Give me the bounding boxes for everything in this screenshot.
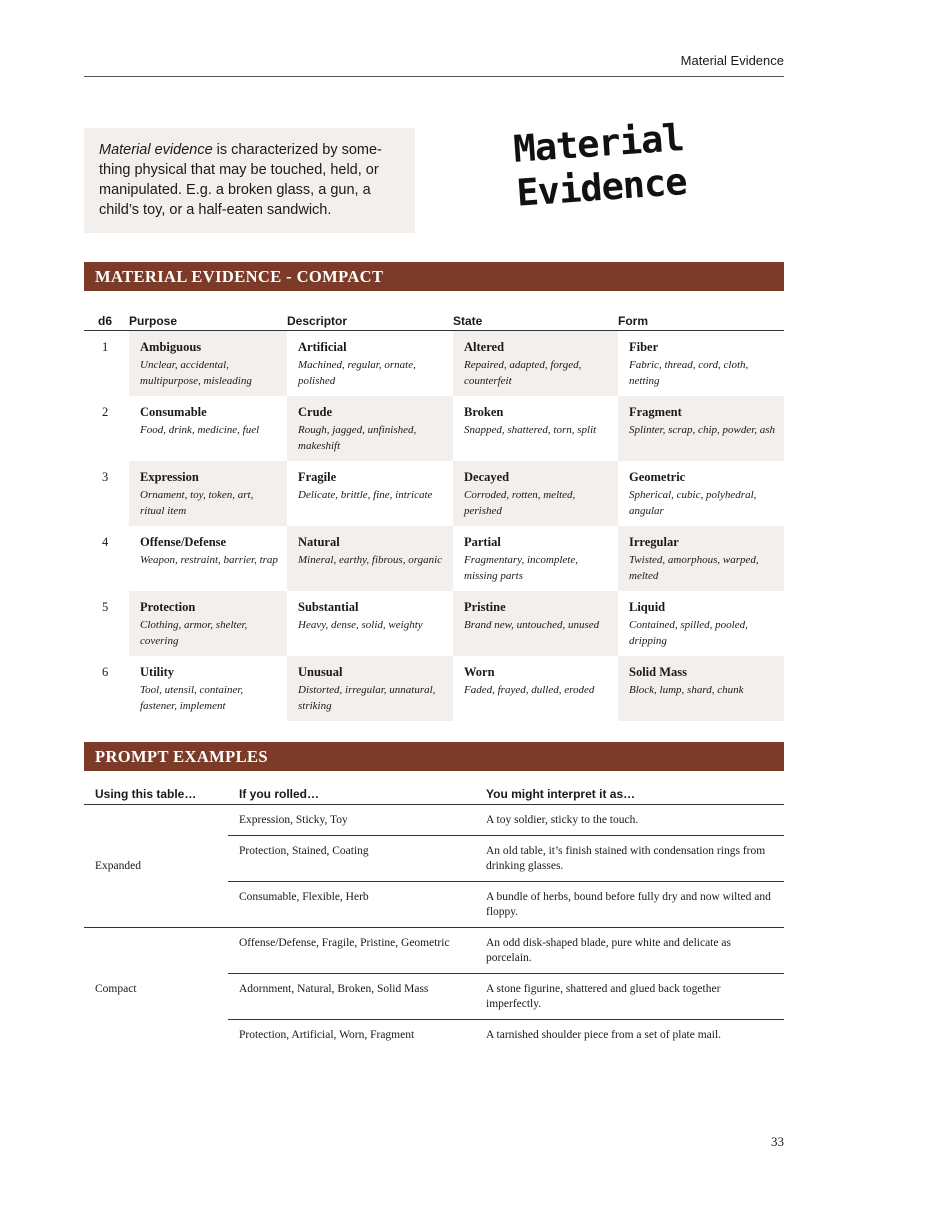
rolled-cell: Consumable, Flexible, Herb bbox=[228, 882, 475, 928]
cell-title: Geometric bbox=[629, 469, 686, 484]
cell-description: Distorted, irregular, unnatural, striking bbox=[298, 683, 436, 712]
cell-title: Substantial bbox=[298, 599, 359, 614]
interpretation-cell: A toy soldier, sticky to the touch. bbox=[475, 805, 784, 836]
table-cell bbox=[287, 656, 453, 721]
cell-description: Fabric, thread, cord, cloth, netting bbox=[629, 359, 749, 387]
cell-description: Faded, frayed, dulled, eroded bbox=[464, 683, 595, 696]
compact-section-heading: MATERIAL EVIDENCE - COMPACT bbox=[84, 262, 784, 291]
table-row bbox=[84, 656, 784, 721]
cell-title: Fragile bbox=[298, 469, 337, 484]
cell-description: Corroded, rotten, melted, perished bbox=[464, 488, 576, 517]
roll-number: 1 bbox=[102, 340, 109, 354]
group-label: Expanded bbox=[84, 805, 228, 928]
interpretation-cell: An odd disk-shaped blade, pure white and delicate as porcelain. bbox=[475, 928, 784, 974]
table-cell bbox=[618, 331, 784, 396]
prompt-examples-table bbox=[84, 786, 784, 1050]
cell-description: Snapped, shattered, torn, split bbox=[464, 423, 597, 436]
cell-description: Spherical, cubic, polyhedral, angular bbox=[629, 488, 757, 517]
table-cell bbox=[453, 331, 618, 396]
cell-description: Repaired, adapted, forged, counterfeit bbox=[464, 359, 582, 387]
intro-term: Material evidence bbox=[99, 142, 213, 158]
cell-description: Fragmentary, incomplete, missing parts bbox=[464, 553, 578, 582]
cell-title: Natural bbox=[298, 534, 340, 549]
table-cell bbox=[618, 396, 784, 461]
compact-table bbox=[84, 312, 784, 721]
running-head: Material Evidence bbox=[84, 52, 784, 77]
page-title-line1: Material bbox=[512, 116, 685, 171]
rolled-cell: Protection, Stained, Coating bbox=[228, 836, 475, 882]
cell-title: Irregular bbox=[629, 534, 679, 549]
column-header-rolled: If you rolled… bbox=[228, 786, 475, 805]
cell-title: Worn bbox=[464, 664, 495, 679]
cell-title: Expression bbox=[140, 469, 199, 484]
column-header-using: Using this table… bbox=[84, 786, 228, 805]
cell-title: Altered bbox=[464, 340, 505, 354]
table-cell bbox=[453, 526, 618, 591]
cell-description: Twisted, amorphous, warped, melted bbox=[629, 553, 759, 582]
table-cell bbox=[129, 591, 287, 656]
page-number: 33 bbox=[771, 1134, 784, 1149]
cell-title: Decayed bbox=[464, 469, 510, 484]
interpretation-cell: A tarnished shoulder piece from a set of plate mail. bbox=[486, 1029, 722, 1041]
table-cell bbox=[453, 656, 618, 721]
cell-description: Splinter, scrap, chip, powder, ash bbox=[629, 423, 776, 436]
cell-description: Unclear, accidental, multipurpose, misleading bbox=[140, 359, 252, 387]
table-cell bbox=[453, 591, 618, 656]
table-row bbox=[84, 331, 784, 396]
roll-number: 3 bbox=[102, 469, 109, 484]
table-row bbox=[84, 461, 784, 526]
table-cell bbox=[129, 526, 287, 591]
prompt-section-heading: PROMPT EXAMPLES bbox=[84, 742, 784, 771]
table-cell bbox=[618, 526, 784, 591]
cell-description: Brand new, untouched, unused bbox=[464, 618, 600, 631]
cell-title: Utility bbox=[140, 664, 175, 679]
table-row bbox=[84, 526, 784, 591]
cell-title: Pristine bbox=[464, 599, 506, 614]
table-row bbox=[84, 805, 784, 836]
cell-description: Heavy, dense, solid, weighty bbox=[298, 618, 423, 631]
cell-description: Tool, utensil, container, fastener, implement bbox=[140, 683, 244, 712]
table-cell bbox=[453, 461, 618, 526]
column-header-form: Form bbox=[618, 312, 784, 331]
table-cell bbox=[129, 461, 287, 526]
table-cell bbox=[287, 396, 453, 461]
cell-title: Offense/Defense bbox=[140, 534, 227, 549]
prompt-table-header bbox=[84, 786, 784, 805]
cell-title: Protection bbox=[140, 599, 196, 614]
column-header-d6: d6 bbox=[84, 312, 129, 331]
cell-description: Ornament, toy, token, art, ritual item bbox=[140, 488, 254, 517]
table-cell bbox=[618, 591, 784, 656]
cell-title: Broken bbox=[464, 404, 504, 419]
cell-title: Artificial bbox=[298, 340, 347, 354]
table-cell bbox=[129, 656, 287, 721]
roll-number: 6 bbox=[102, 664, 109, 679]
cell-description: Weapon, restraint, barrier, trap bbox=[140, 553, 278, 566]
cell-title: Crude bbox=[298, 404, 333, 419]
table-cell bbox=[287, 461, 453, 526]
table-row bbox=[84, 396, 784, 461]
cell-description: Delicate, brittle, fine, intricate bbox=[298, 488, 433, 501]
table-row bbox=[84, 928, 784, 974]
page-title-line2: Evidence bbox=[515, 160, 688, 215]
interpretation-cell: An old table, it’s finish stained with condensation rings from drinking glasses. bbox=[475, 836, 784, 882]
page-title bbox=[512, 110, 778, 216]
cell-description: Food, drink, medicine, fuel bbox=[140, 423, 260, 436]
table-cell bbox=[287, 526, 453, 591]
table-cell bbox=[287, 591, 453, 656]
cell-title: Liquid bbox=[629, 599, 666, 614]
column-header-descriptor: Descriptor bbox=[287, 312, 453, 331]
rolled-cell: Expression, Sticky, Toy bbox=[228, 805, 475, 836]
intro-box bbox=[84, 128, 415, 233]
cell-title: Fiber bbox=[629, 340, 659, 354]
table-cell bbox=[618, 656, 784, 721]
table-cell bbox=[618, 461, 784, 526]
cell-description: Rough, jagged, unfinished, makeshift bbox=[298, 423, 417, 452]
cell-title: Partial bbox=[464, 534, 501, 549]
column-header-state: State bbox=[453, 312, 618, 331]
cell-title: Solid Mass bbox=[629, 664, 688, 679]
roll-number: 5 bbox=[102, 599, 109, 614]
table-row bbox=[84, 591, 784, 656]
cell-description: Machined, regular, ornate, polished bbox=[298, 359, 416, 387]
roll-number: 2 bbox=[102, 404, 109, 419]
table-cell bbox=[129, 331, 287, 396]
table-cell bbox=[453, 396, 618, 461]
column-header-interpret: You might interpret it as… bbox=[475, 786, 784, 805]
cell-description: Contained, spilled, pooled, dripping bbox=[629, 618, 748, 647]
compact-table-header bbox=[84, 312, 784, 331]
cell-description: Mineral, earthy, fibrous, organic bbox=[298, 553, 443, 566]
rolled-cell: Offense/Defense, Fragile, Pristine, Geometric bbox=[228, 928, 475, 974]
group-label: Compact bbox=[95, 983, 137, 995]
cell-description: Clothing, armor, shelter, covering bbox=[140, 618, 248, 647]
column-header-purpose: Purpose bbox=[129, 312, 287, 331]
roll-number: 4 bbox=[102, 534, 109, 549]
cell-description: Block, lump, shard, chunk bbox=[629, 683, 744, 696]
rolled-cell: Protection, Artificial, Worn, Fragment bbox=[239, 1029, 415, 1041]
cell-title: Unusual bbox=[298, 664, 343, 679]
rolled-cell: Adornment, Natural, Broken, Solid Mass bbox=[228, 974, 475, 1020]
table-cell bbox=[129, 396, 287, 461]
cell-title: Fragment bbox=[629, 404, 682, 419]
interpretation-cell: A stone figurine, shattered and glued back together imperfectly. bbox=[475, 974, 784, 1020]
cell-title: Ambiguous bbox=[140, 340, 202, 354]
cell-title: Consumable bbox=[140, 404, 207, 419]
table-cell bbox=[287, 331, 453, 396]
intro-text: is characterized by some- thing physical that may be touched, held, or manipulated. E.g. a broken glass, a gun, a child’s toy, or a half-eaten sandwich. bbox=[99, 142, 382, 218]
interpretation-cell: A bundle of herbs, bound before fully dry and now wilted and floppy. bbox=[475, 882, 784, 928]
